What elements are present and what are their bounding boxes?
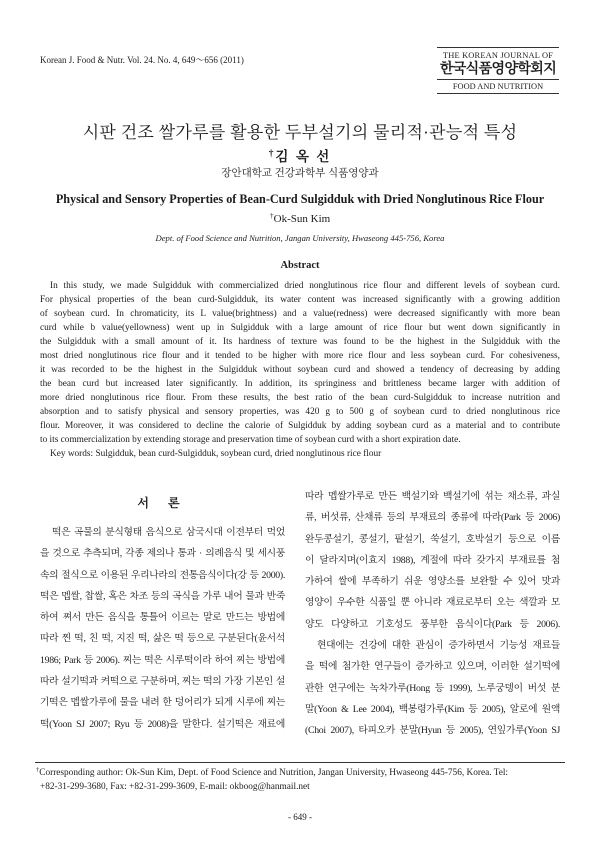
body-line: 영양이 우수한 식품일 뿐 아니라 재료로부터 오는 색깔과 모 (305, 597, 560, 609)
footnote-text: Corresponding author: Ok-Sun Kim, Dept. of Food Science and Nutrition, Jangan University, Hwaseong 445-756, Korea. Tel: (39, 768, 509, 778)
body-line: 속의 절식으로 이용된 우리나라의 전통음식이다(강 등 2000). (40, 569, 285, 581)
author-korean-name: 김 옥 선 (275, 149, 332, 164)
author-korean (0, 145, 600, 165)
abstract-line: For physical properties of the bean curd-Sulgidduk, its water content was increased significantly with a growing addition (40, 295, 560, 305)
abstract-body (40, 279, 560, 461)
journal-logo-block (437, 47, 559, 94)
introduction-right-column (305, 486, 560, 742)
body-line: 을 떡에 첨가한 연구들이 증가하고 있으며, 이러한 설기떡에 (305, 661, 560, 673)
abstract-line: In this study, we made Sulgidduk with commercialized dried nonglutinous rice flour and different levels of soybean curd. (50, 281, 560, 291)
body-line: 류, 버섯류, 산채류 등의 부재료의 종류에 따라(Park 등 2006) (305, 512, 560, 524)
body-line: 1986; Park 등 2006). 찌는 떡은 시루떡이라 하여 찌는 방법에 (40, 654, 285, 666)
dagger-mark: † (36, 766, 40, 774)
abstract-line: to its commercialization by extending storage and preservation time of soybean curd with a short expiration date. (40, 435, 461, 445)
page-number: - 649 - (288, 812, 312, 822)
body-line: 따라 설기떡과 켜떡으로 구분하며, 찌는 떡의 가장 기본인 설 (40, 676, 285, 688)
introduction-left-column (40, 522, 285, 735)
body-line: 기떡은 멥쌀가루에 물을 내려 한 덩어리가 되게 시루에 찌는 (40, 697, 285, 709)
body-line: 떡은 멥쌀, 찹쌀, 혹은 차조 등의 곡식을 가루 내어 물과 반죽 (40, 590, 285, 602)
dagger-mark: † (269, 210, 274, 220)
body-line: 떡은 곡물의 분식형태 음식으로 삼국시대 이전부터 먹었 (52, 527, 285, 538)
journal-name-bottom: FOOD AND NUTRITION (437, 80, 559, 94)
body-line: 말(Yoon & Lee 2004), 백봉령가루(Kim 등 2005), 알로에 원액 (305, 703, 560, 715)
body-line: 따라 찐 떡, 친 떡, 지진 떡, 삶은 떡 등으로 구분된다(윤서석 (40, 633, 285, 645)
journal-name-top: THE KOREAN JOURNAL OF (437, 47, 559, 61)
abstract-line: it was recorded to be the highest in the Sulgidduk without soybean curd and showed a tendency of decreasing by adding (40, 365, 560, 375)
corresponding-author-footnote (36, 766, 562, 794)
title-korean: 시판 건조 쌀가루를 활용한 두부설기의 물리적·관능적 특성 (82, 123, 518, 142)
body-line: 현대에는 건강에 대한 관심이 증가하면서 기능성 재료들 (317, 640, 560, 652)
citation-header: Korean J. Food & Nutr. Vol. 24. No. 4, 649～656 (2011) (40, 55, 244, 65)
body-line: 떡(Yoon SJ 2007; Ryu 등 2008)을 말한다. 설기떡은 재료에 (40, 718, 285, 730)
footnote-divider (35, 762, 565, 763)
abstract-line: flour. Moreover, it was considered to decline the calorie of Sulgidduk by adding soybean curd as a material and to contribute (40, 421, 560, 431)
footnote-line (36, 766, 562, 780)
abstract-line: of soybean curd. In chromaticity, its L value(brightness) and a value(redness) were decreased significantly with more bean (40, 309, 560, 319)
abstract-heading: Abstract (280, 260, 320, 271)
body-line: 완두콩설기, 콩설기, 팥설기, 쑥설기, 호박설기 등으로 이름 (305, 533, 560, 545)
section-heading-introduction: 서 론 (137, 496, 188, 510)
abstract-line: the Sulgidduk with a small amount of it. Its hardness of texture was found to be the highest in the Sulgidduk with the (40, 337, 560, 347)
body-line: 을 것으로 추측되며, 각종 제의나 통과 · 의례음식 및 세시풍 (40, 548, 285, 560)
author-english (0, 210, 600, 225)
body-line: 가하여 쌀에 부족하기 쉬운 영양소를 보완할 수 있어 맛과 (305, 576, 560, 588)
abstract-line: the bean curd but increased later significantly. In addition, its springiness and brittleness became larger with addition of (40, 379, 560, 389)
keywords-line: Key words: Sulgidduk, bean curd-Sulgidduk, soybean curd, dried nonglutinous rice flour (50, 449, 382, 459)
abstract-line: more dried nonglutinous rice flour. From these results, the best ratio of the bean curd-Sulgidduk to increase nutrition and (40, 393, 560, 403)
body-line: 양도 다양하고 기호성도 풍부한 음식이다(Park 등 2006). (305, 618, 560, 630)
affiliation-english: Dept. of Food Science and Nutrition, Jangan University, Hwaseong 445-756, Korea (155, 233, 445, 243)
body-line: (Choi 2007), 타피오카 분말(Hyun 등 2005), 연잎가루(Yoon SJ (305, 725, 560, 737)
body-line: 관한 연구에는 녹차가루(Hong 등 1999), 노루궁뎅이 버섯 분 (305, 682, 560, 694)
abstract-line: curd while b value(yellowness) went up in Sulgidduk with a large amount of rice flour but went down significantly in (40, 323, 560, 333)
journal-name-korean: 한국식품영양학회지 (437, 61, 559, 80)
abstract-line: absorption and to satisfy physical and sensory properties, was 420 g to 500 g of soybean curd to dried nonglutinous rice (40, 407, 560, 417)
abstract-line: most dried nonglutinous rice flour and it tended to be higher with more rice flour and less soybean curd. For cohesiveness, (40, 351, 560, 361)
body-line: 따라 멥쌀가루로 만든 백설기와 백설기에 섞는 채소류, 과실 (305, 491, 560, 502)
title-english: Physical and Sensory Properties of Bean-Curd Sulgidduk with Dried Nonglutinous Rice Flour (55, 192, 545, 206)
footnote-line: +82-31-299-3680, Fax: +82-31-299-3609, E-mail: okboog@hanmail.net (40, 782, 310, 792)
dagger-mark: † (268, 148, 276, 159)
body-line: 이 달라지며(이효지 1988), 계절에 따라 갖가지 부재료를 첨 (305, 554, 560, 566)
author-english-name: Ok-Sun Kim (273, 213, 331, 225)
body-line: 하여 쪄서 만든 음식을 통틀어 이르는 말로 만드는 방법에 (40, 612, 285, 624)
affiliation-korean: 장안대학교 건강과학부 식품영양과 (221, 168, 379, 179)
